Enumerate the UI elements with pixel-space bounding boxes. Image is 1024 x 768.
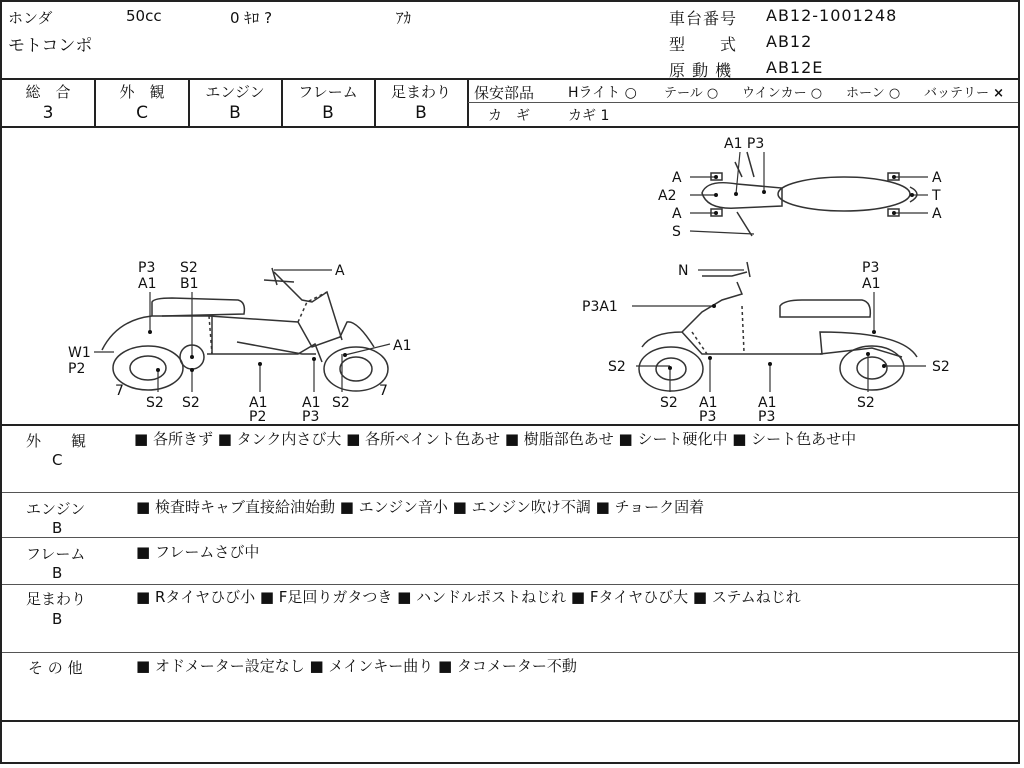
diag-label: S2 — [660, 395, 678, 411]
divider — [2, 584, 1018, 585]
diag-label: S — [672, 224, 681, 240]
diag-label: A1 P3 — [724, 136, 765, 152]
diag-label: P3A1 — [582, 299, 618, 315]
notes-suspension-text: ■ Rタイヤひび小 ■ F足回りガタつき ■ ハンドルポストねじれ ■ Fタイヤひび大 ■ ステムねじれ — [136, 588, 801, 606]
notes-engine-grade: B — [52, 519, 63, 537]
diag-label: P3 — [699, 409, 717, 424]
damage-diagram — [2, 128, 1018, 424]
diag-label: S2 — [608, 359, 626, 375]
engine-type: AB12E — [766, 58, 824, 77]
grade-overall-label: 総 合 — [25, 83, 71, 101]
displacement: 50cc — [126, 7, 162, 25]
diag-label: A — [932, 206, 942, 222]
grade-engine-label: エンジン — [205, 83, 265, 101]
color: ｱｶ — [396, 9, 412, 27]
diag-label: S2 — [932, 359, 950, 375]
engine-label: 原 動 機 — [669, 61, 733, 80]
model-type-label: 型 式 — [669, 35, 738, 54]
diag-label: A1 — [862, 276, 881, 292]
divider — [2, 720, 1018, 722]
safety-winker — [742, 82, 822, 101]
model-name: モトコンポ — [8, 36, 93, 56]
diag-label: S2 — [182, 395, 200, 411]
safety-item-mark: ○ — [624, 85, 637, 101]
grade-suspension-label: 足まわり — [390, 83, 451, 101]
diag-label: 7 — [115, 383, 124, 399]
notes-frame-grade: B — [52, 564, 63, 582]
safety-headlight — [568, 82, 637, 102]
safety-item-name: ウインカー — [742, 86, 807, 101]
notes-exterior-label: 外 観 — [26, 432, 87, 450]
diag-label: S2 — [180, 260, 198, 276]
divider — [2, 424, 1018, 426]
divider — [2, 78, 1018, 80]
divider — [2, 492, 1018, 493]
diag-label: A — [335, 263, 345, 279]
notes-other-label: そ の 他 — [28, 659, 83, 677]
safety-battery — [924, 82, 1004, 101]
frame-no-label: 車台番号 — [669, 9, 738, 28]
diag-label: S2 — [857, 395, 875, 411]
notes-exterior-grade: C — [52, 451, 63, 469]
safety-item-mark: ○ — [888, 86, 901, 101]
grade-frame-value: B — [322, 103, 334, 123]
diag-label: A — [932, 170, 942, 186]
diag-label: A1 — [699, 395, 718, 411]
diag-label: S2 — [146, 395, 164, 411]
diag-label: A — [672, 206, 682, 222]
safety-horn — [846, 82, 900, 101]
notes-suspension-grade: B — [52, 610, 63, 628]
divider — [2, 652, 1018, 653]
diag-label: A1 — [138, 276, 157, 292]
diag-label: A2 — [658, 188, 677, 204]
diag-label: 7 — [379, 383, 388, 399]
grade-frame-label: フレーム — [298, 83, 358, 101]
key-value: カギ 1 — [568, 108, 610, 124]
notes-frame-text: ■ フレームさび中 — [136, 543, 260, 561]
diag-label: P3 — [302, 409, 320, 424]
diag-label: W1 — [68, 345, 91, 361]
safety-item-name: ホーン — [846, 86, 885, 101]
safety-item-mark: ○ — [810, 86, 823, 101]
safety-label: 保安部品 — [474, 84, 535, 102]
grade-engine-value: B — [229, 103, 241, 123]
mileage: 0 ｷﾛ ? — [230, 9, 273, 27]
model-type: AB12 — [766, 32, 813, 51]
safety-tail — [664, 82, 718, 101]
diag-label: P3 — [862, 260, 880, 276]
grade-overall-value: 3 — [42, 103, 54, 123]
notes-exterior-text: ■ 各所きず ■ タンク内さび大 ■ 各所ペイント色あせ ■ 樹脂部色あせ ■ シート硬化中 ■ シート色あせ中 — [134, 430, 857, 448]
notes-engine-label: エンジン — [26, 500, 86, 518]
grade-exterior-value: C — [136, 103, 148, 123]
frame-no: AB12-1001248 — [766, 6, 898, 25]
diag-label: N — [678, 263, 689, 279]
diag-label: P2 — [249, 409, 267, 424]
maker: ホンダ — [8, 9, 53, 27]
diag-label: P3 — [758, 409, 776, 424]
safety-item-name: バッテリー — [924, 86, 990, 101]
notes-engine-text: ■ 検査時キャブ直接給油始動 ■ エンジン音小 ■ エンジン吹け不調 ■ チョーク固着 — [136, 498, 705, 516]
diag-label: S2 — [332, 395, 350, 411]
diag-label: A1 — [758, 395, 777, 411]
diag-label: A1 — [249, 395, 268, 411]
divider — [2, 537, 1018, 538]
diag-label: T — [932, 188, 941, 204]
diag-label: A1 — [393, 338, 412, 354]
grade-suspension-value: B — [415, 103, 427, 123]
diag-label: P3 — [138, 260, 156, 276]
notes-other-text: ■ オドメーター設定なし ■ メインキー曲り ■ タコメーター不動 — [136, 657, 577, 675]
safety-item-name: Hライト — [568, 85, 621, 101]
divider — [468, 102, 1018, 103]
safety-item-mark: × — [993, 86, 1005, 101]
safety-item-mark: ○ — [706, 86, 719, 101]
diag-label: A1 — [302, 395, 321, 411]
diag-label: A — [672, 170, 682, 186]
grade-exterior-label: 外 観 — [119, 83, 165, 101]
notes-frame-label: フレーム — [26, 545, 86, 563]
diag-label: B1 — [180, 276, 199, 292]
safety-item-name: テール — [664, 86, 703, 101]
key-label: カ ギ — [488, 108, 530, 124]
diag-label: P2 — [68, 361, 86, 377]
notes-suspension-label: 足まわり — [26, 590, 87, 608]
